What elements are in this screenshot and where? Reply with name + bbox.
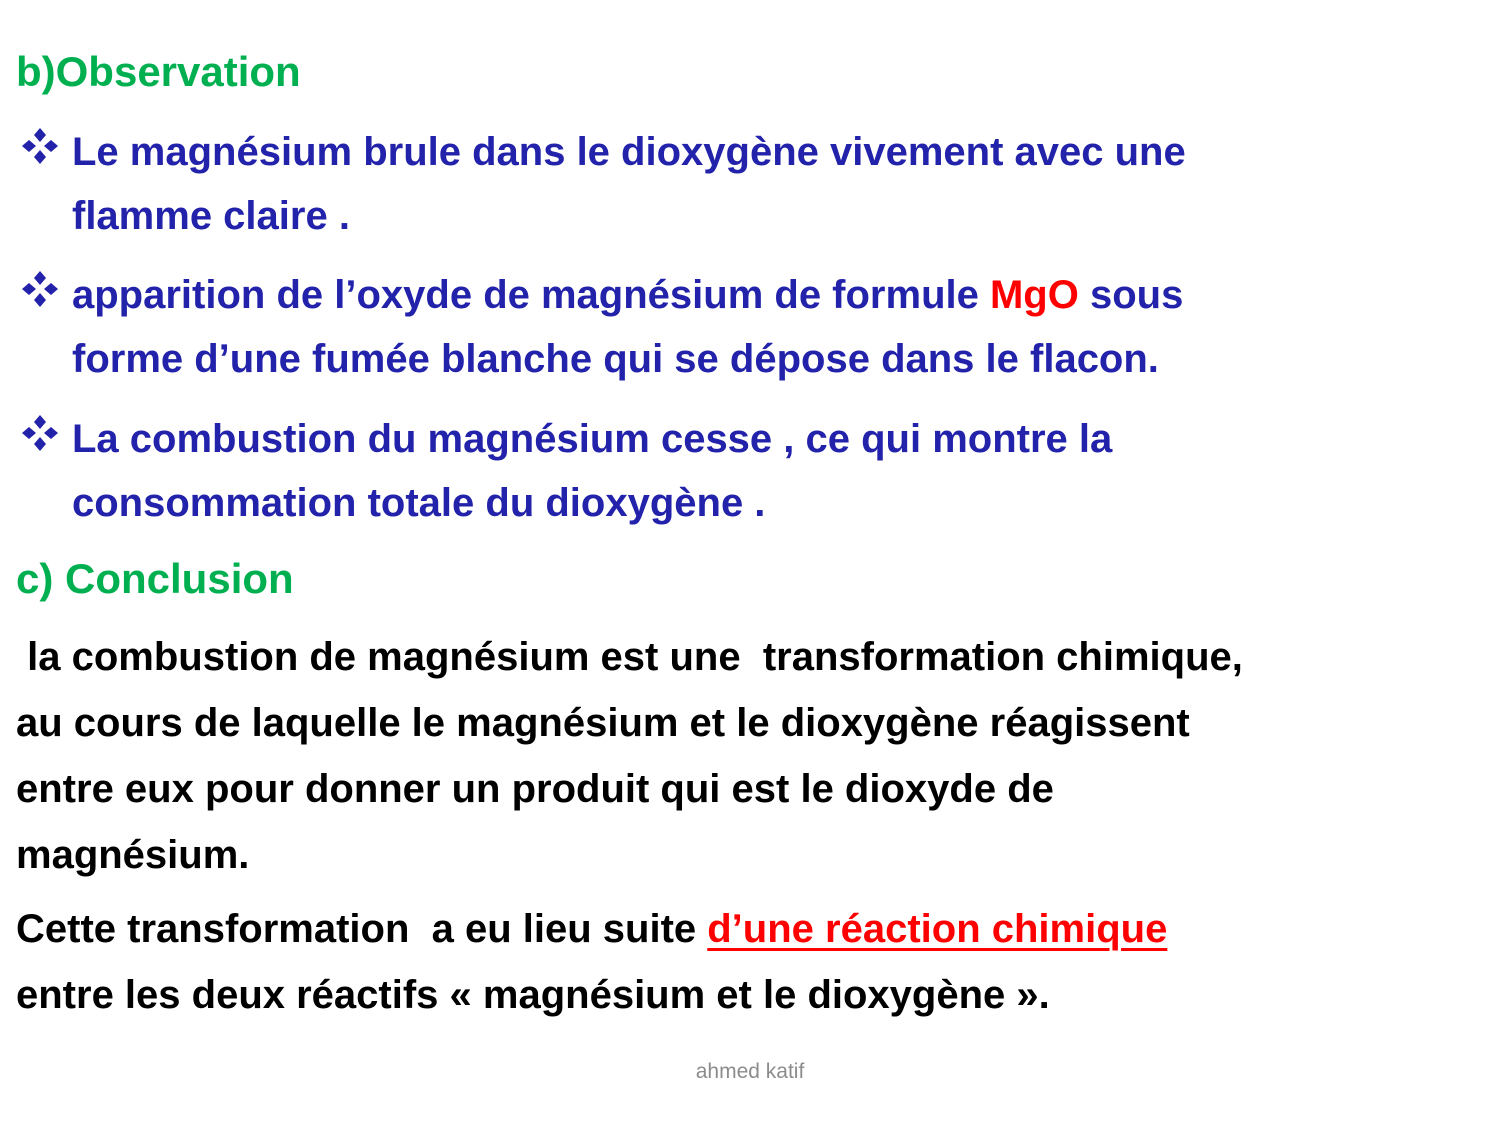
text-segment: Cette transformation a eu lieu suite	[16, 907, 708, 951]
text-segment: apparition de l’oxyde de magnésium de formule	[72, 273, 990, 317]
conclusion-line-2: au cours de laquelle le magnésium et le dioxygène réagissent	[16, 701, 1190, 745]
diamond-four-icon	[20, 269, 60, 309]
conclusion-line-3: entre eux pour donner un produit qui est le dioxyde de	[16, 767, 1054, 811]
conclusion-heading: c) Conclusion	[16, 555, 294, 602]
observation-item-text	[72, 120, 1472, 248]
observation-item-1	[20, 120, 1480, 250]
observation-item-text	[72, 263, 1472, 391]
observation-item-2-line-2: forme d’une fumée blanche qui se dépose dans le flacon.	[72, 337, 1159, 381]
final-line-2: entre les deux réactifs « magnésium et le dioxygène ».	[16, 973, 1050, 1017]
diamond-four-icon	[20, 413, 60, 453]
observation-item-3-line-2: consommation totale du dioxygène .	[72, 481, 766, 525]
observation-item-2-line-1	[72, 263, 1472, 327]
conclusion-line-4: magnésium.	[16, 833, 250, 877]
observation-item-1-line-2: flamme claire .	[72, 194, 350, 238]
text-segment: sous	[1078, 273, 1184, 317]
observation-item-text	[72, 407, 1472, 535]
observation-item-1-line-1: Le magnésium brule dans le dioxygène vivement avec une	[72, 130, 1186, 174]
observation-heading: b)Observation	[16, 48, 301, 95]
chemical-reaction-link[interactable]: d’une réaction chimique	[707, 907, 1168, 951]
observation-item-2	[20, 263, 1480, 393]
diamond-four-icon	[20, 126, 60, 166]
observation-item-3	[20, 407, 1480, 537]
conclusion-final-statement	[16, 896, 1486, 1028]
final-line-1	[16, 896, 1486, 962]
formula-mgo: MgO	[989, 273, 1079, 317]
conclusion-line-1: la combustion de magnésium est une transformation chimique,	[16, 635, 1243, 679]
observation-item-3-line-1: La combustion du magnésium cesse , ce qui montre la	[72, 417, 1113, 461]
footer-author: ahmed katif	[695, 1060, 805, 1083]
conclusion-paragraph	[16, 624, 1486, 888]
